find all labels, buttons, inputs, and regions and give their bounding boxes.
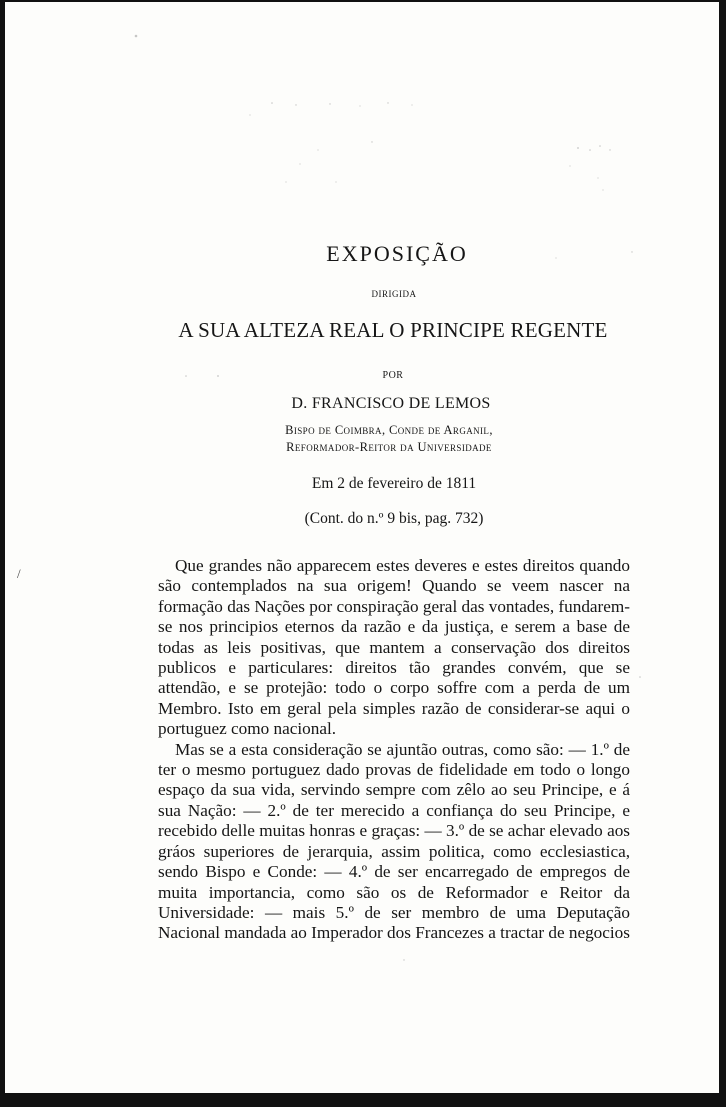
author-name: D. FRANCISCO DE LEMOS [291, 395, 491, 412]
author-title-line-2: Reformador-Reitor da Universidade [286, 440, 492, 454]
document-date: Em 2 de fevereiro de 1811 [311, 475, 477, 492]
dirigida-label: DIRIGIDA [371, 289, 417, 299]
document-title: EXPOSIÇÃO [326, 241, 468, 266]
body-text [158, 556, 630, 944]
por-label: POR [382, 370, 404, 381]
margin-mark: / [17, 566, 21, 581]
continuation-note: (Cont. do n.º 9 bis, pag. 732) [304, 510, 484, 527]
recipient-heading: A SUA ALTEZA REAL O PRINCIPE REGENTE [178, 318, 608, 342]
author-title-line-1: Bispo de Coimbra, Conde de Arganil, [285, 423, 493, 437]
paragraph-1: Que grandes não apparecem estes deveres e estes direitos quando são contemplados na sua origem! Quando se veem nascer na formação das Nações por conspiração geral das vontades, fundarem-se nos principios eternos da razão e da justiça, e serem a base de todas as leis positivas, que mantem a conservação dos direitos publicos e particulares: direitos tão grandes convém, que se attendão, e se protejão: todo o corpo soffre com a perda de um Membro. Isto em geral pela simples razão de considerar-se aqui o portuguez como nacional. [158, 556, 630, 739]
paragraph-2: Mas se a esta consideração se ajuntão outras, como são: — 1.º de ter o mesmo portuguez dado provas de fidelidade em todo o longo espaço da sua vida, servindo sempre com zêlo ao seu Principe, e á sua Nação: — 2.º de ter merecido a confiança do seu Principe, e recebido delle muitas honras e graças: — 3.º de se achar elevado aos gráos superiores de jerarquia, assim politica, como ecclesiastica, sendo Bispo e Conde: — 4.º de ser encarregado de empregos de muita importancia, como são os de Reformador e Reitor da Universidade: — mais 5.º de ser membro de uma Deputação Nacional mandada ao Imperador dos Francezes a tractar de negocios [158, 739, 630, 943]
author-titles [0, 422, 726, 456]
